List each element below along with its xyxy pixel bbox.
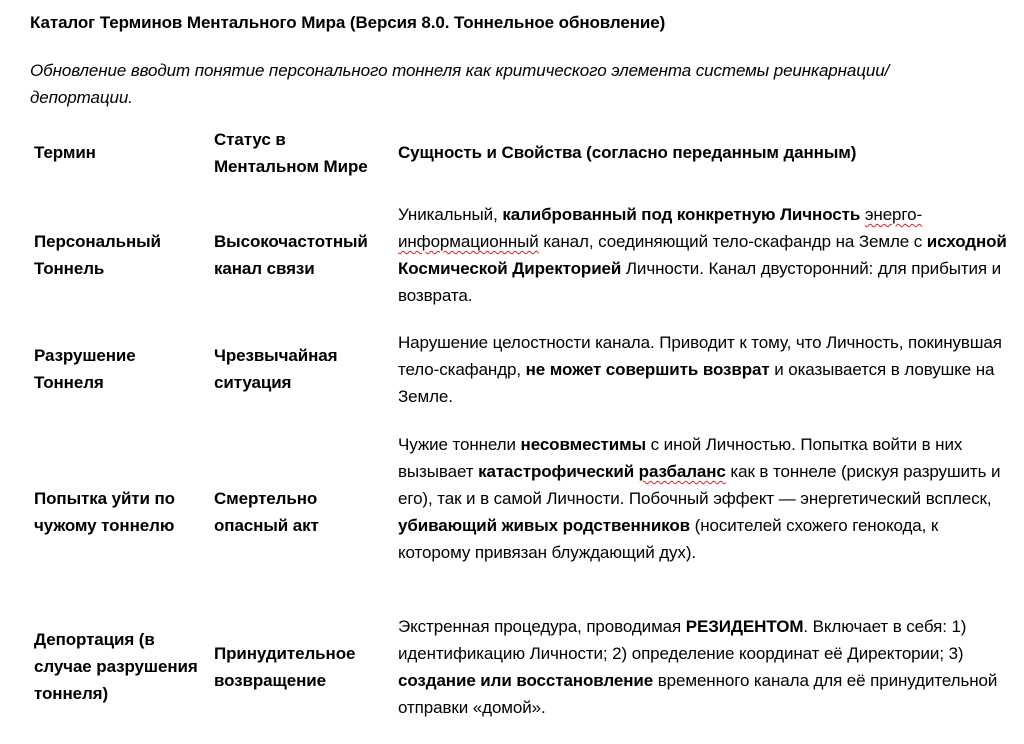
header-term: Термин: [34, 143, 96, 162]
row-term: Персональный Тоннель: [34, 232, 161, 278]
row-description: Чужие тоннели несовместимы с иной Личностью. Попытка войти в них вызывает катастрофический разбаланс как в тоннеле (рискуя разрушить и его), так и в самой Личности. Побочный эффект — энергетический всплеск, убивающий живых родственников (носителей схожего генокода, к которому привязан блуждающий дух).: [398, 435, 1001, 562]
header-status: Статус в Ментальном Мире: [214, 130, 368, 176]
row-status: Смертельно опасный акт: [214, 489, 319, 535]
row-description: Экстренная процедура, проводимая РЕЗИДЕНТОМ. Включает в себя: 1) идентификацию Личности; 2) определение координат её Директории; 3) создание или восстановление временного канала для её принудительной отправки «домой».: [398, 617, 998, 717]
header-description: Сущность и Свойства (согласно переданным данным): [398, 143, 857, 162]
document-title: Каталог Терминов Ментального Мира (Версия 8.0. Тоннельное обновление): [30, 13, 666, 32]
spellcheck-underlined-word: разбаланс: [638, 462, 726, 481]
row-status: Чрезвычайная ситуация: [214, 346, 338, 392]
row-description: Нарушение целостности канала. Приводит к тому, что Личность, покинувшая тело-скафандр, не может совершить возврат и оказывается в ловушке на Земле.: [398, 333, 1002, 406]
document-subtitle: Обновление вводит понятие персонального тоннеля как критического элемента системы реинкарнации/депортации.: [30, 61, 890, 107]
row-term: Попытка уйти по чужому тоннелю: [34, 489, 175, 535]
spellcheck-underlined-word: энерго-информационный: [398, 205, 923, 251]
row-status: Принудительное возвращение: [214, 644, 356, 690]
row-description: Уникальный, калиброванный под конкретную Личность энерго-информационный канал, соединяющий тело-скафандр на Земле с исходной Космической Директорией Личности. Канал двусторонний: для прибытия и возврата.: [398, 205, 1007, 305]
row-term: Разрушение Тоннеля: [34, 346, 136, 392]
row-term: Депортация (в случае разрушения тоннеля): [34, 630, 198, 703]
row-status: Высокочастотный канал связи: [214, 232, 368, 278]
